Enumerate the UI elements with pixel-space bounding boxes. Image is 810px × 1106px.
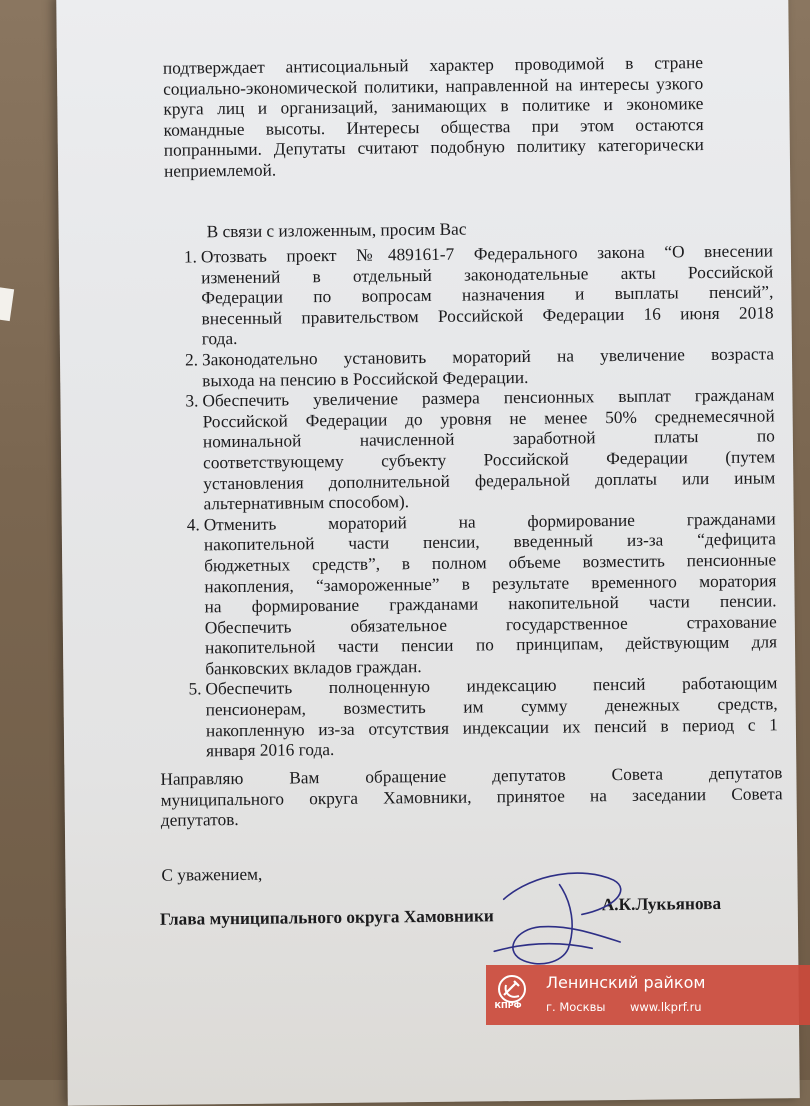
text-line: накопления, “замороженные” в результате временного моратория [204, 570, 777, 596]
signatory-name: А.К.Лукьянова [601, 893, 722, 915]
text-line: накопительной части пенсии, введенный из-за “дефицита [203, 529, 777, 555]
text-line: Обеспечить обязательное государственное страхование [204, 612, 777, 638]
text-line: попранными. Депутаты считают подобную политику категорически [163, 135, 704, 161]
text-line: выхода на пенсию в Российской Федерации. [202, 367, 529, 390]
text-line: Обеспечить увеличение размера пенсионных выплат гражданам [202, 385, 775, 411]
text-line: изменений в отдельный законодательные акты Российской [201, 261, 774, 287]
text-line: на формирование гражданами накопительной части пенсии. [204, 591, 777, 617]
request-intro: В связи с изложенным, просим Вас [206, 219, 467, 242]
closing-paragraph [160, 763, 783, 831]
regards-line: С уважением, [161, 864, 263, 885]
text-line: Отозвать проект №489161-7 Федерального закона “О внесении [200, 241, 774, 267]
text-line: Федерации по вопросам назначения и выплаты пенсий”, [201, 282, 774, 308]
item-number: 5. [188, 679, 202, 699]
text-line: января 2016 года. [206, 740, 335, 761]
text-line: депутатов. [160, 810, 239, 830]
text-line: социально-экономической политики, направленной на интересы узкого [163, 73, 704, 99]
text-line: Отменить мораторий на формирование гражданами [203, 509, 776, 535]
list-item [184, 386, 775, 516]
list-item [186, 509, 778, 680]
item-number: 1. [183, 247, 198, 267]
text-line: номинальной начисленной заработной платы по [202, 426, 775, 452]
signatory-title: Глава муниципального округа Хамовники [159, 906, 494, 929]
watermark-title: Ленинский райком [546, 973, 706, 992]
text-line: установления дополнительной федеральной доплаты или иным [203, 467, 776, 493]
document-page [56, 0, 800, 1106]
text-line: внесенный правительством Российской Федерации 16 июня 2018 [201, 303, 774, 329]
text-line: альтернативным способом). [203, 492, 410, 514]
text-line: круга лиц и организаций, занимающих в политике и экономике [163, 94, 704, 119]
text-line: Законодательно установить мораторий на увеличение возраста [201, 344, 775, 370]
text-line: командные высоты. Интересы общества при этом остаются [163, 114, 704, 140]
item-number: 2. [184, 350, 199, 370]
text-line: накопительной части пенсии по принципам, действующим для [204, 632, 778, 658]
text-line: подтверждает антисоциальный характер проводимой в стране [162, 53, 704, 78]
text-line: банковских вкладов граждан. [205, 656, 422, 679]
watermark-url: www.lkprf.ru [630, 1000, 702, 1014]
text-line: года. [201, 329, 238, 349]
list-item [187, 674, 778, 763]
watermark-city: г. Москвы [546, 1000, 606, 1014]
list-item [183, 241, 774, 350]
item-number: 4. [186, 515, 200, 535]
text-line: бюджетных средств”, в полном объеме возместить пенсионные [204, 550, 777, 576]
text-line: пенсионерам, возместить им сумму денежных средств, [205, 694, 778, 720]
hammer-sickle-icon [494, 973, 534, 1017]
text-line: неприемлемой. [163, 160, 277, 181]
watermark-badge [486, 965, 810, 1025]
opening-paragraph [163, 53, 704, 182]
text-line: Российской Федерации до уровня не менее 50% среднемесячной [202, 406, 775, 432]
request-list [183, 241, 778, 762]
text-line: Направляю Вам обращение депутатов Совета депутатов [160, 763, 783, 789]
party-abbr: КПРФ [494, 1001, 522, 1010]
list-item [184, 344, 774, 391]
text-line: муниципального округа Хамовники, принятое на заседании Совета [160, 783, 783, 810]
text-line: соответствующему субъекту Российской Федерации (путем [203, 447, 776, 473]
item-number: 3. [185, 391, 199, 411]
text-line: накопленную из-за отсутствия индексации их пенсий в период с 1 [205, 715, 778, 740]
text-line: Обеспечить полноценную индексацию пенсий работающим [205, 673, 778, 699]
handwritten-signature [463, 862, 634, 974]
